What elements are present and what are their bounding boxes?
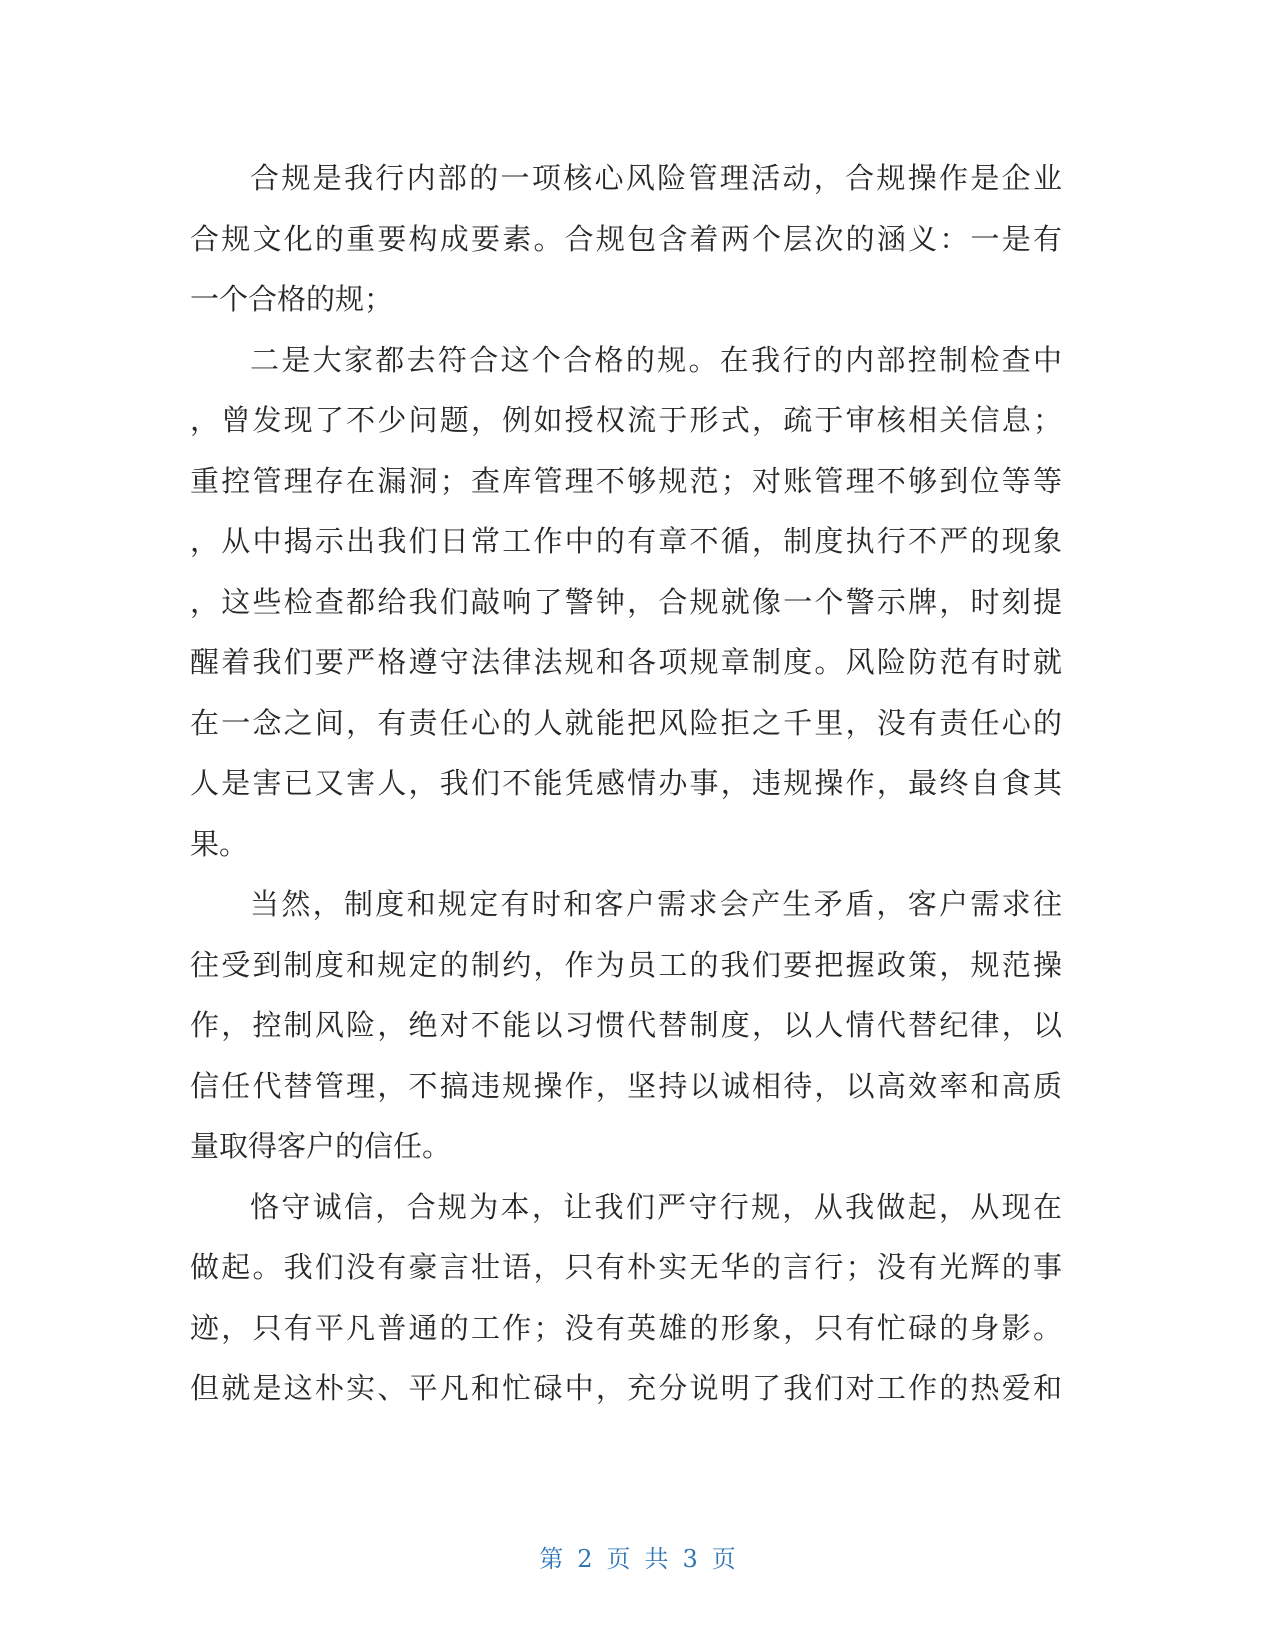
text-line: 当然，制度和规定有时和客户需求会产生矛盾，客户需求往	[250, 887, 1062, 921]
text-line: 在一念之间，有责任心的人就能把风险拒之千里，没有责任心的	[190, 705, 1062, 740]
text-line: 合规是我行内部的一项核心风险管理活动，合规操作是企业	[250, 161, 1062, 195]
text-line: ，这些检查都给我们敲响了警钟，合规就像一个警示牌，时刻提	[190, 584, 1062, 619]
text-line: 一个合格的规；	[190, 282, 394, 316]
page-suffix: 页	[711, 1545, 736, 1573]
text-line: 合规文化的重要构成要素。合规包含着两个层次的涵义：一是有	[190, 221, 1062, 256]
text-line: 果。	[190, 826, 249, 861]
page-footer	[0, 1544, 1275, 1574]
text-line: 二是大家都去符合这个合格的规。在我行的内部控制检查中	[250, 342, 1062, 377]
text-line: 恪守诚信，合规为本，让我们严守行规，从我做起，从现在	[250, 1189, 1062, 1224]
text-line: 往受到制度和规定的制约，作为员工的我们要把握政策，规范操	[190, 947, 1062, 982]
text-line: 迹，只有平凡普通的工作；没有英雄的形象，只有忙碌的身影。	[190, 1310, 1062, 1345]
text-line: 量取得客户的信任。	[190, 1129, 452, 1163]
text-line: 重控管理存在漏洞；查库管理不够规范；对账管理不够到位等等	[190, 463, 1062, 498]
page-prefix: 第	[539, 1545, 564, 1573]
text-line: 做起。我们没有豪言壮语，只有朴实无华的言行；没有光辉的事	[190, 1250, 1062, 1284]
text-line: 醒着我们要严格遵守法律法规和各项规章制度。风险防范有时就	[190, 645, 1062, 679]
text-line: 作，控制风险，绝对不能以习惯代替制度，以人情代替纪律，以	[190, 1008, 1062, 1042]
text-line: 但就是这朴实、平凡和忙碌中，充分说明了我们对工作的热爱和	[190, 1371, 1062, 1405]
total-pages: 3	[682, 1545, 698, 1573]
total-prefix: 共	[644, 1545, 669, 1573]
page-number: 2	[577, 1545, 593, 1573]
text-line: ，曾发现了不少问题，例如授权流于形式，疏于审核相关信息；	[190, 403, 1062, 437]
text-line: ，从中揭示出我们日常工作中的有章不循，制度执行不严的现象	[190, 524, 1062, 558]
document-body	[190, 148, 1062, 1419]
text-line: 人是害已又害人，我们不能凭感情办事，违规操作，最终自食其	[190, 766, 1062, 800]
text-line: 信任代替管理，不搞违规操作，坚持以诚相待，以高效率和高质	[190, 1068, 1062, 1103]
page-label: 页	[606, 1545, 631, 1573]
